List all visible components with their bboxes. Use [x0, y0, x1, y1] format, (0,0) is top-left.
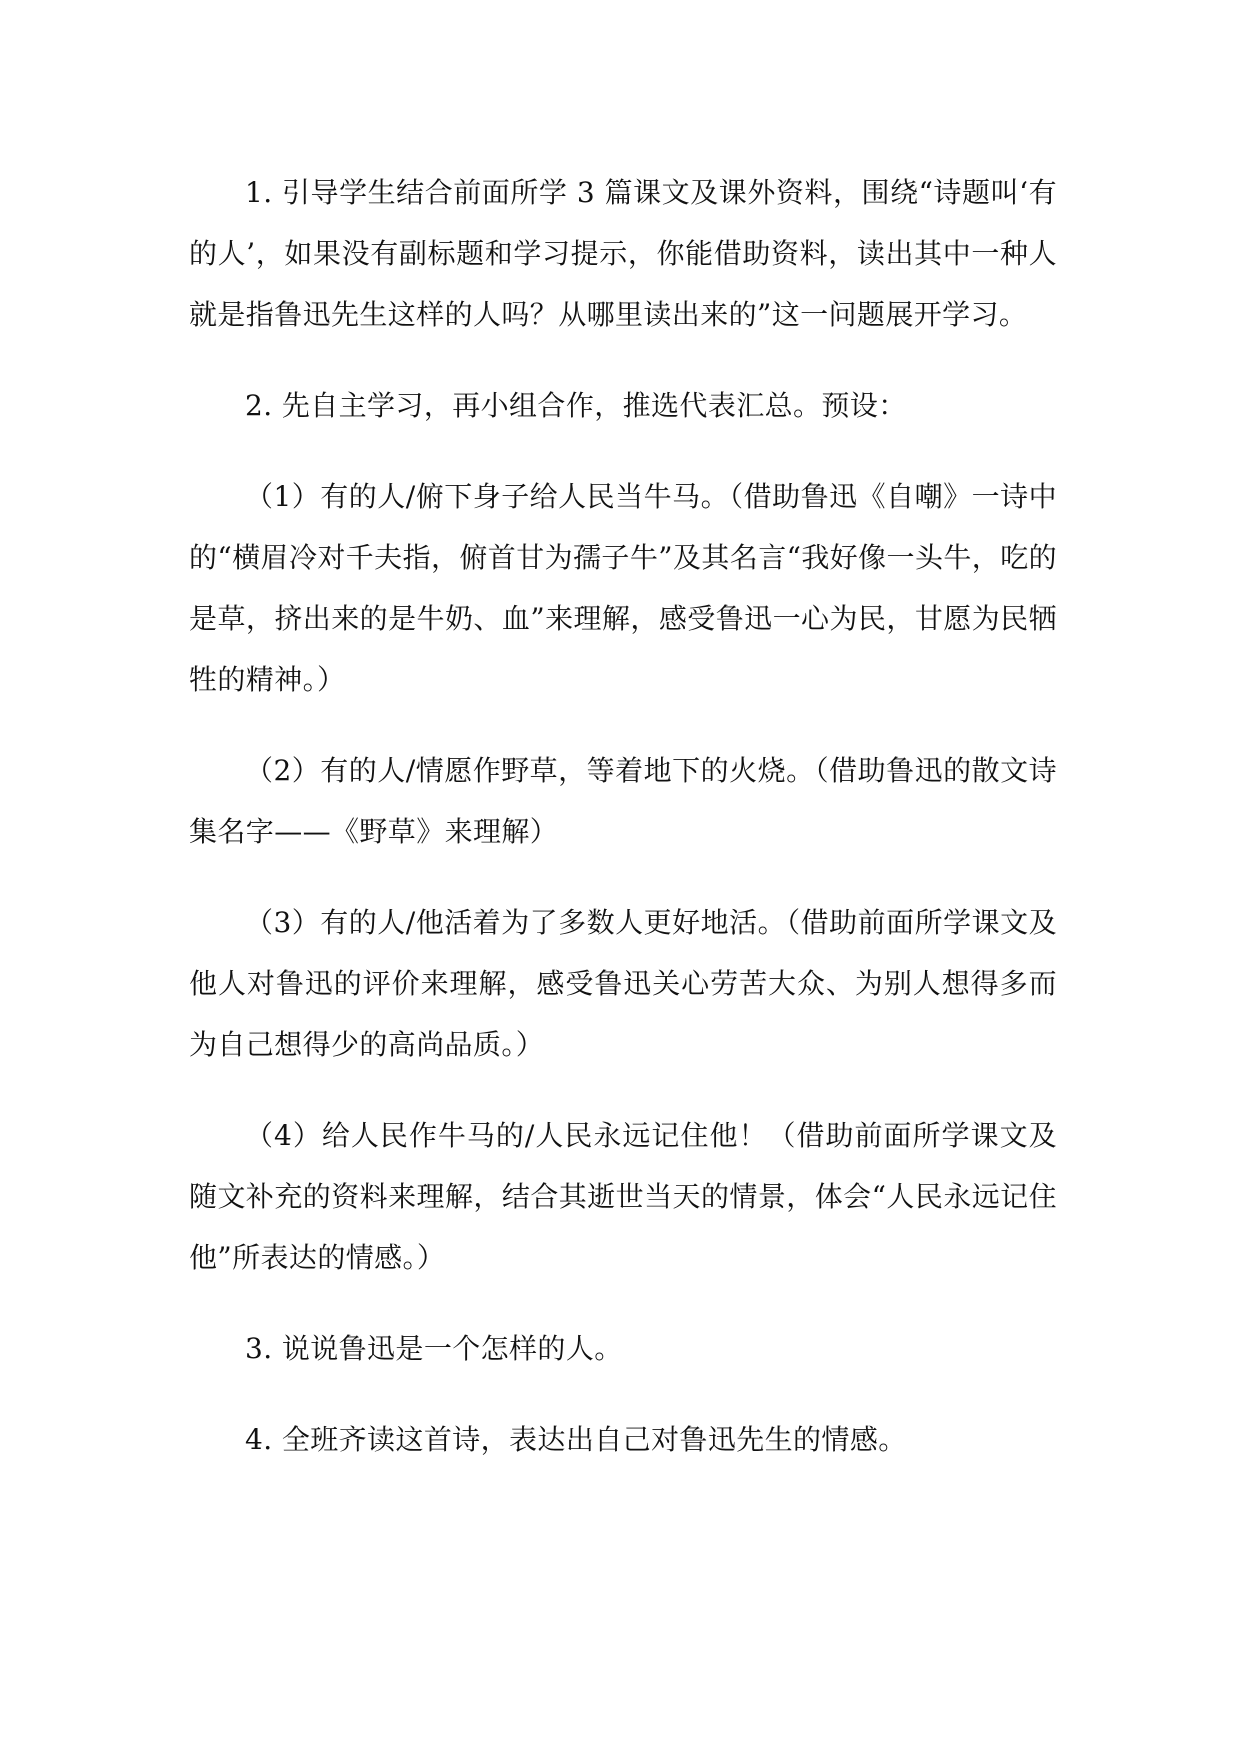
paragraph-preset-2: （2）有的人/情愿作野草，等着地下的火烧。（借助鲁迅的散文诗集名字——《野草》来理解）	[189, 754, 1057, 848]
paragraph-step-3: 3. 说说鲁迅是一个怎样的人。	[245, 1332, 623, 1365]
paragraph-step-1: 1. 引导学生结合前面所学 3 篇课文及课外资料，围绕“诗题叫‘有的人’，如果没有副标题和学习提示，你能借助资料，读出其中一种人就是指鲁迅先生这样的人吗？从哪里读出来的”这一问题展开学习。	[189, 176, 1057, 331]
paragraph-preset-3: （3）有的人/他活着为了多数人更好地活。（借助前面所学课文及他人对鲁迅的评价来理解，感受鲁迅关心劳苦大众、为别人想得多而为自己想得少的高尚品质。）	[189, 906, 1057, 1061]
document-body	[189, 162, 1057, 1500]
paragraph-preset-4: （4）给人民作牛马的/人民永远记住他！（借助前面所学课文及随文补充的资料来理解，结合其逝世当天的情景，体会“人民永远记住他”所表达的情感。）	[189, 1119, 1057, 1274]
paragraph-step-4: 4. 全班齐读这首诗，表达出自己对鲁迅先生的情感。	[245, 1423, 907, 1456]
paragraph-preset-1: （1）有的人/俯下身子给人民当牛马。（借助鲁迅《自嘲》一诗中的“横眉冷对千夫指，俯首甘为孺子牛”及其名言“我好像一头牛，吃的是草，挤出来的是牛奶、血”来理解，感受鲁迅一心为民，甘愿为民牺牲的精神。）	[189, 480, 1057, 696]
paragraph-step-2: 2. 先自主学习，再小组合作，推选代表汇总。预设：	[245, 389, 907, 422]
